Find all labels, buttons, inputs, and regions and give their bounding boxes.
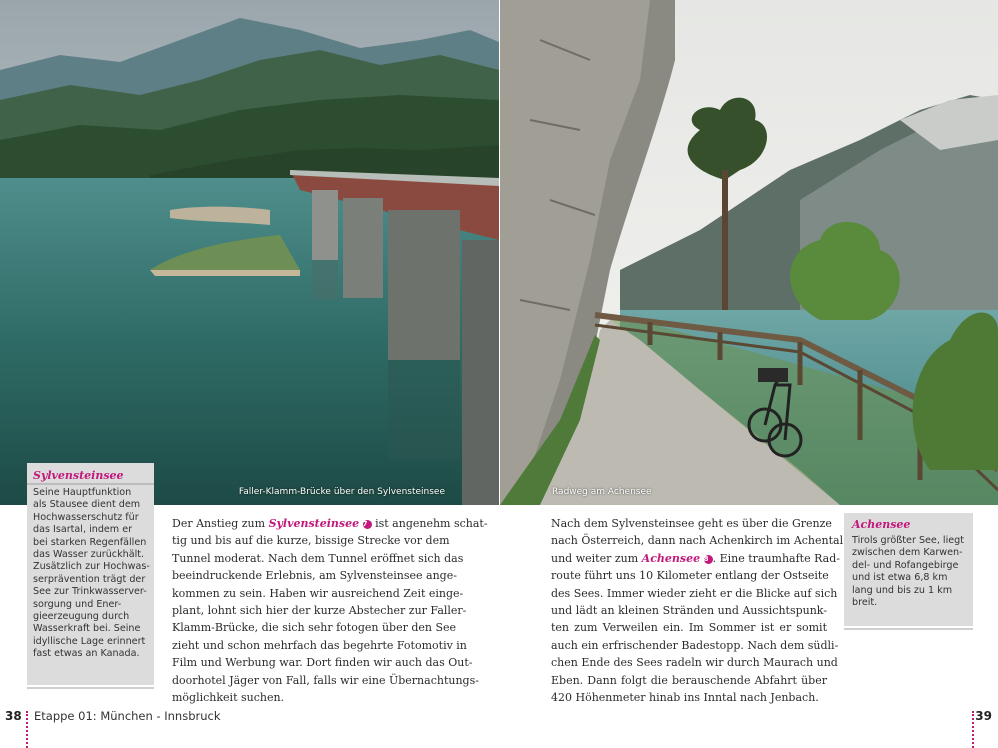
text-line: route führt uns 10 Kilometer entlang der Ostseite: [551, 569, 829, 583]
info-box-achensee: [844, 513, 973, 626]
info-box-bottom-rule: [27, 687, 154, 689]
text-line: [551, 550, 840, 567]
text-fragment: und weiter zum: [551, 551, 642, 565]
text-line: Tunnel moderat. Nach dem Tunnel eröffnet sich das: [172, 551, 464, 565]
info-line: idyllische Lage erinnert: [33, 635, 146, 647]
dotted-divider-left: [26, 711, 28, 748]
text-line: 420 Höhenmeter hinab ins Inntal nach Jenbach.: [551, 691, 819, 705]
info-line: Seine Hauptfunktion: [33, 487, 132, 498]
info-line: See zur Trinkwasserver-: [33, 586, 147, 598]
text-line: Klamm-Brücke, die sich sehr fotogen über den See: [172, 621, 457, 635]
info-line: das Wasser zurückhält.: [33, 549, 145, 561]
info-box-title: Sylvensteinsee: [33, 469, 124, 482]
info-line: fast etwas an Kanada.: [33, 648, 140, 660]
text-line: kommen zu sein. Haben wir ausreichend Zeit einge-: [172, 586, 464, 600]
info-box-title: Achensee: [852, 518, 911, 531]
text-line: möglichkeit suchen.: [172, 691, 285, 705]
info-box-body: [33, 487, 151, 661]
page-number-right: 39: [975, 709, 992, 723]
text-line: ten zum Verweilen ein. Im Sommer ist er somit: [551, 621, 827, 635]
text-line: Nach dem Sylvensteinsee geht es über die Grenze: [551, 517, 832, 530]
body-text-left-column: [172, 515, 488, 706]
info-box-divider: [27, 483, 154, 485]
text-line: [172, 515, 488, 532]
text-line: Eben. Dann folgt die berauschende Abfahrt über: [551, 673, 827, 687]
map-marker-7: 7: [363, 520, 372, 529]
info-line: del- und Rofangebirge: [852, 559, 959, 571]
map-marker-8: 8: [704, 555, 713, 564]
info-line: Wasserkraft bei. Seine: [33, 623, 141, 635]
body-text-right-column: [551, 515, 844, 706]
photo-faller-klamm-bridge: [0, 0, 499, 505]
text-line: tig und bis auf die kurze, bissige Strecke vor dem: [172, 534, 450, 548]
info-line: sorgung und Ener-: [33, 598, 122, 610]
info-box-body: [852, 535, 972, 609]
photo-caption-right: Radweg am Achensee: [552, 487, 652, 497]
text-line: des Sees. Immer wieder zieht er die Blicke auf sich: [551, 586, 838, 600]
text-fragment: Der Anstieg zum: [172, 517, 269, 530]
text-line: plant, lohnt sich hier der kurze Abstecher zur Faller-: [172, 604, 467, 618]
info-line: Hochwasserschutz für: [33, 511, 139, 523]
text-line: beeindruckende Erlebnis, am Sylvensteinsee ange-: [172, 569, 457, 583]
info-line: Tirols größter See, liegt: [852, 535, 965, 546]
bridge-lake-illustration: [0, 0, 499, 505]
photo-achensee-bike-path: [500, 0, 998, 505]
page-number-left: 38: [5, 709, 22, 723]
info-line: bei starken Regenfällen: [33, 536, 147, 548]
info-line: als Stausee dient dem: [33, 499, 141, 511]
info-line: zwischen dem Karwen-: [852, 547, 963, 559]
text-line: und lädt an kleinen Stränden und Aussichtspunk-: [551, 604, 827, 618]
info-line: und ist etwa 6,8 km: [852, 572, 948, 584]
info-box-sylvensteinsee: [27, 463, 154, 685]
place-name-sylvensteinsee: Sylvensteinsee: [268, 517, 360, 530]
info-line: Zusätzlich zur Hochwas-: [33, 561, 150, 573]
text-line: zieht und schon mehrfach das begehrte Fotomotiv in: [172, 638, 467, 652]
info-line: serprävention trägt der: [33, 573, 146, 585]
info-line: gieerzeugung durch: [33, 611, 130, 623]
text-line: Film und Werbung war. Dort finden wir auch das Out-: [172, 656, 473, 670]
info-box-bottom-rule: [844, 628, 973, 630]
place-name-achensee: Achensee: [641, 551, 701, 565]
bike-path-lake-illustration: [500, 0, 998, 505]
info-line: das Isartal, indem er: [33, 524, 133, 536]
photo-caption-left: Faller-Klamm-Brücke über den Sylvensteinsee: [238, 487, 445, 497]
text-fragment: ist angenehm schat-: [371, 517, 488, 530]
text-fragment: . Eine traumhafte Rad-: [712, 551, 840, 565]
dotted-divider-right: [972, 711, 974, 748]
text-line: doorhotel Jäger von Fall, falls wir eine Übernachtungs-: [172, 673, 479, 687]
running-head: Etappe 01: München - Innsbruck: [34, 709, 221, 723]
info-line: breit.: [852, 597, 878, 609]
text-line: chen Ende des Sees radeln wir durch Maurach und: [551, 656, 838, 670]
text-line: nach Österreich, dann nach Achenkirch im Achental: [551, 534, 844, 548]
text-line: auch ein erfrischender Badestopp. Nach dem südli-: [551, 638, 839, 652]
info-line: lang und bis zu 1 km: [852, 584, 953, 596]
